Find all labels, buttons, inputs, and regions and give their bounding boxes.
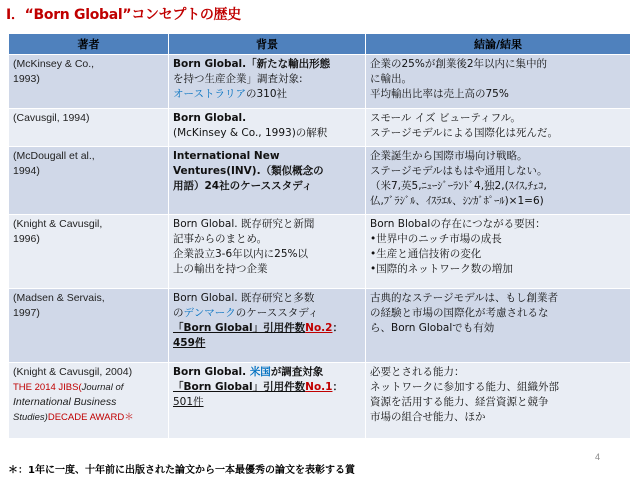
background-line (173, 57, 361, 72)
conclusion-line: •国際的ネットワーク数の増加 (370, 263, 513, 275)
conclusion-cell (366, 109, 631, 147)
conclusion-cell (366, 55, 631, 109)
background-line: 記事からのまとめ。 (173, 233, 268, 245)
conclusion-line: 市場の組合せ能力、ほか (370, 411, 486, 423)
country-highlight: オーストラリア (173, 88, 246, 100)
author-cell (9, 363, 169, 439)
award-label: THE 2014 JIBS( (13, 382, 82, 393)
conclusion-line: スモール イズ ビューティフル。 (370, 112, 521, 124)
background-cell (169, 215, 366, 289)
footnote: ＊：1年に一度、十年前に出版された論文から一本最優秀の論文を表彰する賞 (8, 465, 355, 476)
journal-name: Studies) (13, 412, 48, 423)
author-line: 1993) (13, 73, 40, 85)
citation-label: 「Born Global」引用件数 (173, 381, 306, 393)
conclusion-line: 企業の25%が創業後2年以内に集中的 (370, 58, 548, 70)
author-cell (9, 109, 169, 147)
conclusion-line: （米7,英5,ﾆｭｰｼﾞｰﾗﾝﾄﾞ4,独2,(ｽｲｽ,ﾁｪｺ, (370, 180, 547, 192)
author-cell (9, 147, 169, 215)
background-line (173, 87, 361, 102)
background-cell (169, 289, 366, 363)
author-cell (9, 289, 169, 363)
background-line (173, 321, 361, 336)
background-line: International New (173, 150, 280, 162)
background-line: 上の輸出を持つ企業 (173, 263, 268, 275)
author-cell (9, 55, 169, 109)
conclusion-line: Born Blobalの存在につながる要因： (370, 218, 546, 230)
award-line (13, 380, 164, 395)
journal-name: Journal of (81, 382, 124, 393)
conclusion-line: ステージモデルによる国際化は死んだ。 (370, 127, 559, 139)
conclusion-line: 企業誕生から国際市場向け戦略。 (370, 150, 528, 162)
table-row (9, 147, 631, 215)
author-line: 1996) (13, 233, 40, 245)
conclusion-cell (366, 289, 631, 363)
journal-name: International Business (13, 396, 117, 408)
conclusion-cell (366, 215, 631, 289)
conclusion-line: •生産と通信技術の変化 (370, 248, 482, 260)
conclusion-line: ら、Born Globalでも有効 (370, 322, 495, 334)
background-text: ： (332, 322, 343, 334)
citation-rank: No.2 (305, 322, 333, 334)
author-line: (McKinsey & Co., (13, 58, 95, 70)
table-row (9, 215, 631, 289)
background-line: を持つ生産企業」調査対象: (173, 73, 303, 85)
background-cell (169, 147, 366, 215)
background-text: の (173, 307, 184, 319)
background-cell (169, 109, 366, 147)
author-line: 1994) (13, 165, 40, 177)
country-highlight: デンマーク (183, 307, 236, 319)
conclusion-line: 仏,ﾌﾞﾗｼﾞﾙ、ｲｽﾗｴﾙ、ｼﾝｶﾞﾎﾟｰﾙ)×1=6) (370, 195, 544, 207)
background-text: が調査対象 (270, 366, 324, 378)
background-text: の310社 (245, 88, 288, 100)
citation-count: 501件 (173, 396, 204, 408)
table-row (9, 109, 631, 147)
header-author: 著者 (9, 34, 169, 55)
background-line: Born Global. (173, 112, 247, 124)
background-line (173, 365, 361, 380)
background-text: Born Global. (173, 366, 247, 378)
background-cell (169, 55, 366, 109)
header-conclusion: 結論/結果 (366, 34, 631, 55)
background-line: Born Global. 既存研究と多数 (173, 292, 315, 304)
header-background: 背景 (169, 34, 366, 55)
conclusion-line: の経験と市場の国際化が考慮されるな (370, 307, 549, 319)
conclusion-line: 古典的なステージモデルは、もし創業者 (370, 292, 559, 304)
table-header-row (9, 34, 631, 55)
conclusion-line: 資源を活用する能力、経営資源と競争 (370, 396, 549, 408)
award-line (13, 395, 164, 410)
conclusion-line: に輸出。 (370, 73, 412, 85)
background-line (173, 306, 361, 321)
table-row (9, 289, 631, 363)
author-line: (Knight & Cavusgil, 2004) (13, 366, 133, 378)
background-line: 用語）24社のケーススタディ (173, 180, 313, 192)
background-line (173, 380, 361, 395)
conclusion-line: •世界中のニッチ市場の成長 (370, 233, 502, 245)
conclusion-line: ネットワークに参加する能力、組織外部 (370, 381, 559, 393)
background-text: Born Global.「新たな輸出形態 (173, 58, 331, 70)
citation-rank: No.1 (305, 381, 333, 393)
award-line (13, 410, 164, 425)
author-line: (Cavusgil, 1994) (13, 112, 90, 124)
background-cell (169, 363, 366, 439)
background-line: Ventures(INV).（類似概念の (173, 165, 324, 177)
conclusion-cell (366, 147, 631, 215)
conclusion-line: 必要とされる能力： (370, 366, 465, 378)
citation-count: 459件 (173, 337, 206, 349)
author-line: 1997) (13, 307, 40, 319)
background-text: ： (332, 381, 343, 393)
conclusion-cell (366, 363, 631, 439)
history-table (8, 33, 631, 439)
background-line: 企業設立3-6年以内に25%以 (173, 248, 308, 260)
table-row (9, 55, 631, 109)
page-title: Ⅰ．“Born Global”コンセプトの歴史 (6, 7, 241, 23)
conclusion-line: ステージモデルはもはや通用しない。 (370, 165, 548, 177)
background-line: (McKinsey & Co., 1993)の解釈 (173, 127, 328, 139)
author-line: (Madsen & Servais, (13, 292, 105, 304)
author-line: (McDougall et al., (13, 150, 95, 162)
background-line: Born Global. 既存研究と新聞 (173, 218, 315, 230)
background-text: のケーススタディ (235, 307, 319, 319)
author-cell (9, 215, 169, 289)
page-number: 4 (594, 452, 600, 462)
table-row (9, 363, 631, 439)
citation-label: 「Born Global」引用件数 (173, 322, 306, 334)
conclusion-line: 平均輸出比率は売上高の75% (370, 88, 509, 100)
country-highlight: 米国 (249, 366, 271, 378)
author-line: (Knight & Cavusgil, (13, 218, 103, 230)
award-label: DECADE AWARD＊ (47, 412, 134, 423)
